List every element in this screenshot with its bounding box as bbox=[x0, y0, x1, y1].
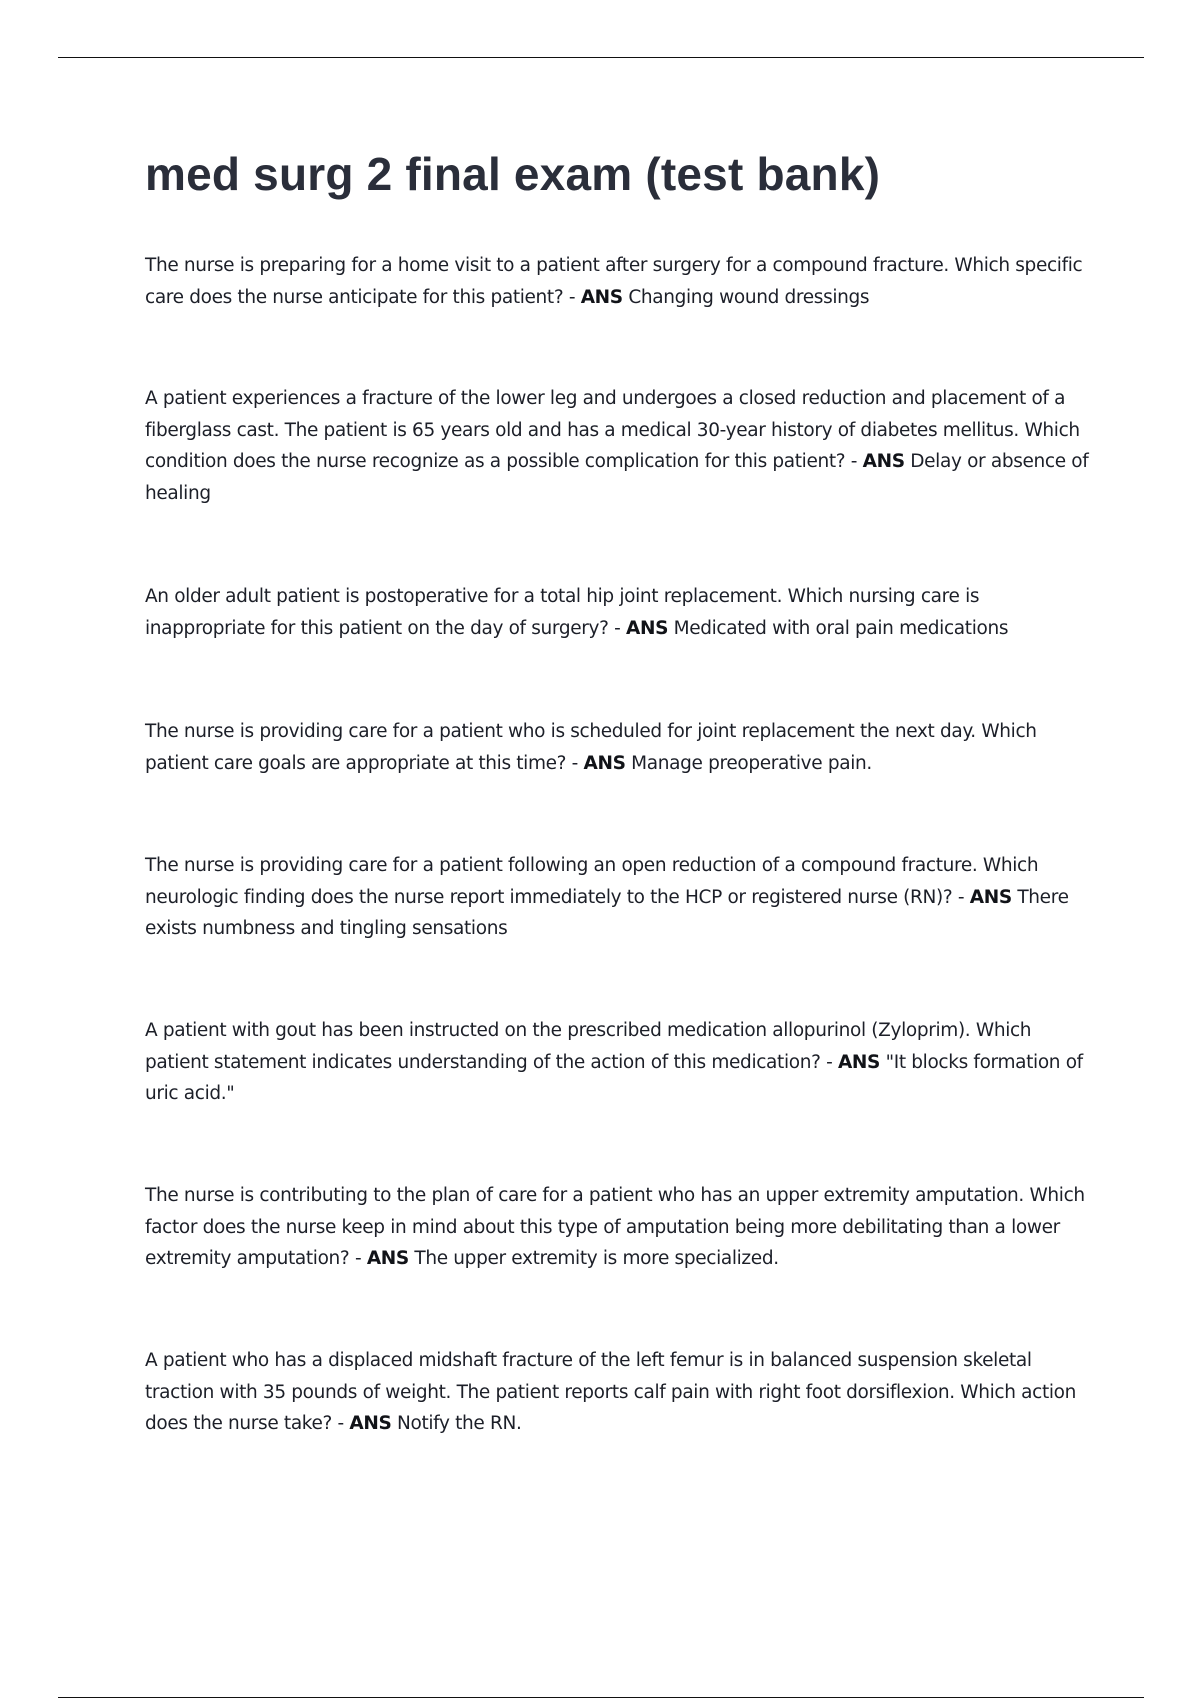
answer-label: ANS bbox=[837, 1051, 881, 1073]
answer-label: ANS bbox=[969, 886, 1012, 908]
question-text: A patient experiences a fracture of the lower leg and undergoes a closed reduction and placement of a fiberglass cast. The patient is 65 years old and has a medical 30-year history of diabetes mellitus. Which condition does the nurse recognize as a possible complication for this patient? bbox=[145, 388, 1080, 472]
question-text: A patient who has a displaced midshaft fracture of the left femur is in balanced suspension skeletal traction with 35 pounds of weight. The patient reports calf pain with right foot dorsiflexion. Which action does the nurse take? bbox=[145, 1350, 1076, 1434]
question-text: The nurse is providing care for a patient who is scheduled for joint replacement the next day. Which patient care goals are appropriate at this time? bbox=[145, 721, 1037, 774]
answer-text: Medicated with oral pain medications bbox=[673, 617, 1009, 639]
answer-text: Delay or absence of healing bbox=[145, 451, 1089, 504]
separator: - bbox=[845, 451, 863, 472]
answer-text: Notify the RN. bbox=[397, 1413, 522, 1434]
separator: - bbox=[332, 1413, 350, 1434]
answer-label: ANS bbox=[862, 451, 905, 472]
qa-item bbox=[145, 1180, 1095, 1275]
separator: - bbox=[563, 286, 581, 308]
separator: - bbox=[820, 1051, 838, 1073]
separator: - bbox=[608, 617, 626, 639]
qa-item bbox=[145, 250, 1095, 313]
answer-text: Changing wound dressings bbox=[628, 286, 870, 308]
qa-item bbox=[145, 383, 1095, 509]
question-text: The nurse is providing care for a patient following an open reduction of a compound fracture. Which neurologic finding does the nurse report immediately to the HCP or registered nurse (RN)? bbox=[145, 855, 1039, 908]
top-divider bbox=[58, 57, 1144, 58]
separator: - bbox=[952, 886, 970, 908]
qa-item bbox=[145, 716, 1095, 779]
answer-text: The upper extremity is more specialized. bbox=[414, 1248, 779, 1269]
qa-item bbox=[145, 1015, 1095, 1110]
question-text: A patient with gout has been instructed on the prescribed medication allopurinol (Zyloprim). Which patient statement indicates understanding of the action of this medication? bbox=[145, 1020, 1032, 1073]
answer-label: ANS bbox=[580, 286, 623, 308]
answer-label: ANS bbox=[583, 752, 626, 774]
question-text: The nurse is preparing for a home visit to a patient after surgery for a compound fracture. Which specific care does the nurse anticipate for this patient? bbox=[145, 255, 1083, 308]
qa-item bbox=[145, 581, 1095, 644]
answer-text: Manage preoperative pain. bbox=[631, 752, 872, 774]
qa-item bbox=[145, 1345, 1095, 1440]
bottom-divider bbox=[58, 1697, 1144, 1698]
separator: - bbox=[566, 752, 584, 774]
qa-item bbox=[145, 850, 1095, 945]
answer-text: "It blocks formation of uric acid." bbox=[145, 1051, 1083, 1104]
question-text: An older adult patient is postoperative for a total hip joint replacement. Which nursing care is inappropriate for this patient on the day of surgery? bbox=[145, 586, 980, 639]
answer-label: ANS bbox=[366, 1248, 409, 1269]
page-title: med surg 2 final exam (test bank) bbox=[145, 148, 881, 200]
answer-label: ANS bbox=[626, 617, 669, 639]
answer-label: ANS bbox=[349, 1413, 392, 1434]
answer-text: There exists numbness and tingling sensations bbox=[145, 886, 1069, 939]
separator: - bbox=[349, 1248, 367, 1269]
question-text: The nurse is contributing to the plan of care for a patient who has an upper extremity amputation. Which factor does the nurse keep in mind about this type of amputation being more debilitating than a lower extremity amputation? bbox=[145, 1185, 1085, 1269]
